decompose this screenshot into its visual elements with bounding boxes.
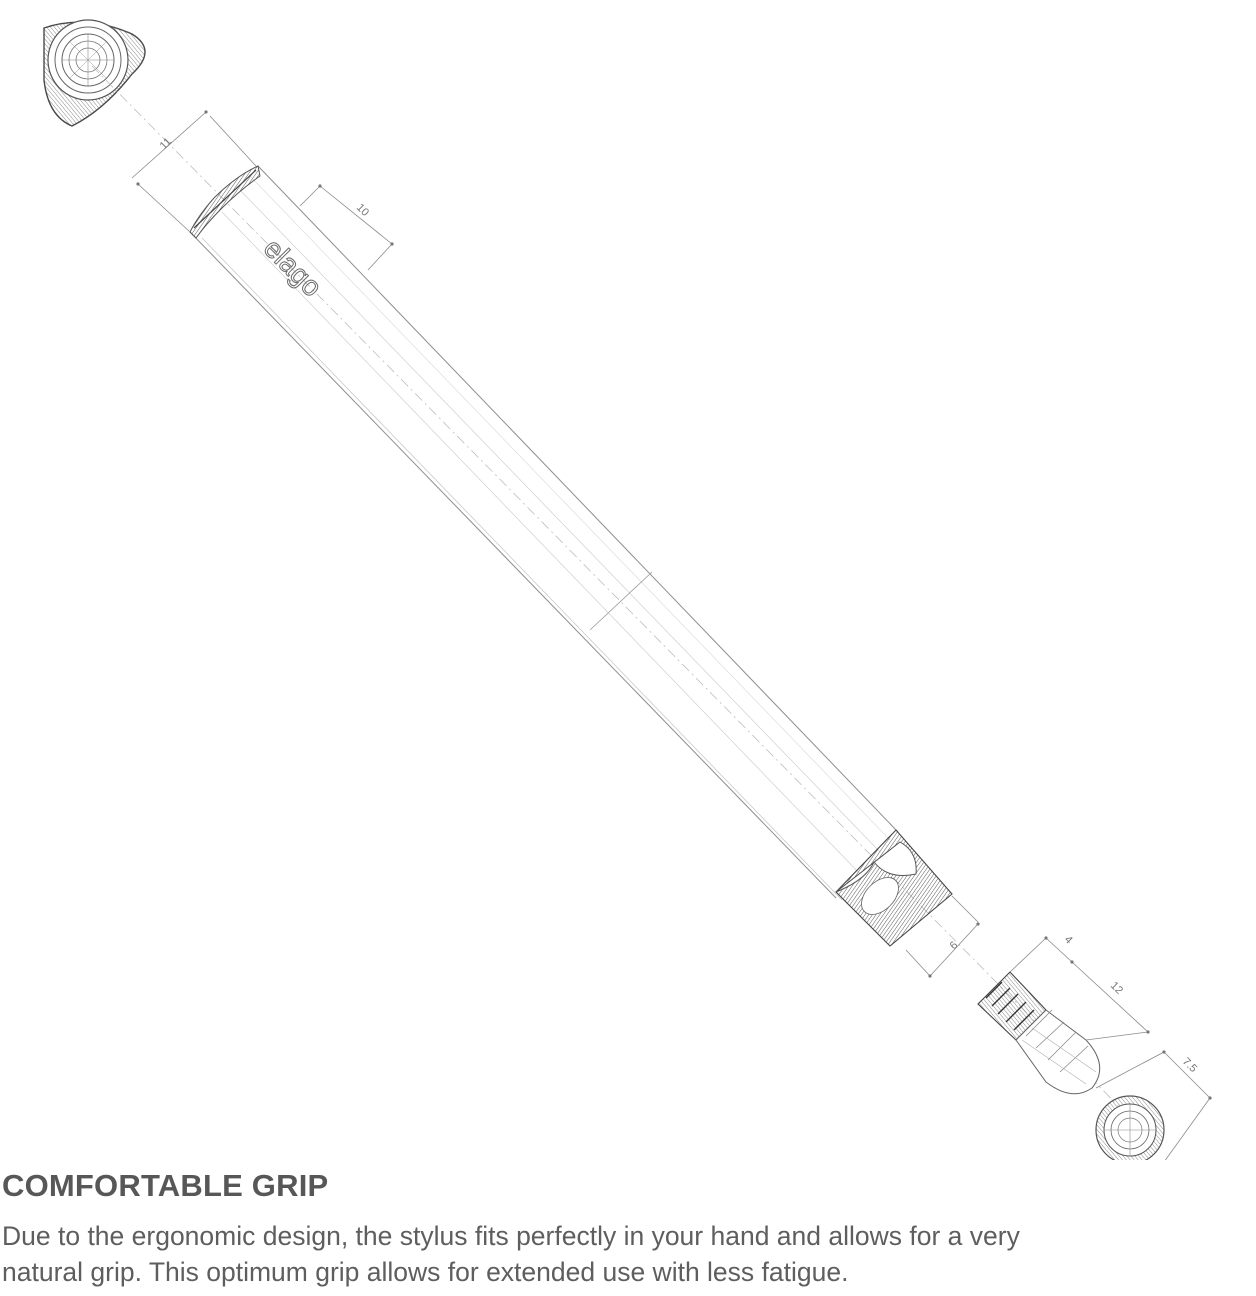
center-axis — [92, 66, 1152, 1140]
cap-end-view — [44, 20, 145, 126]
dim-label-thread-length: 4 — [1061, 933, 1075, 947]
section-heading: COMFORTABLE GRIP — [2, 1168, 329, 1203]
dim-label-cap-width: 11 — [157, 135, 175, 153]
dim-label-neck-width: 6 — [947, 939, 961, 953]
description-line: natural grip. This optimum grip allows for extended use with less fatigue. — [2, 1257, 849, 1287]
tip-end-view — [1096, 1096, 1164, 1160]
dim-label-tip-diameter: 7.5 — [1179, 1055, 1200, 1075]
dim-label-body-width: 10 — [353, 201, 372, 219]
tip-collar — [836, 830, 952, 946]
brand-mark: elago — [257, 232, 329, 303]
dim-label-tip-length: 12 — [1107, 979, 1126, 997]
section-description — [2, 1218, 1254, 1290]
description-line: Due to the ergonomic design, the stylus fits perfectly in your hand and allows for a very — [2, 1221, 1020, 1251]
stylus-tip — [978, 972, 1100, 1094]
